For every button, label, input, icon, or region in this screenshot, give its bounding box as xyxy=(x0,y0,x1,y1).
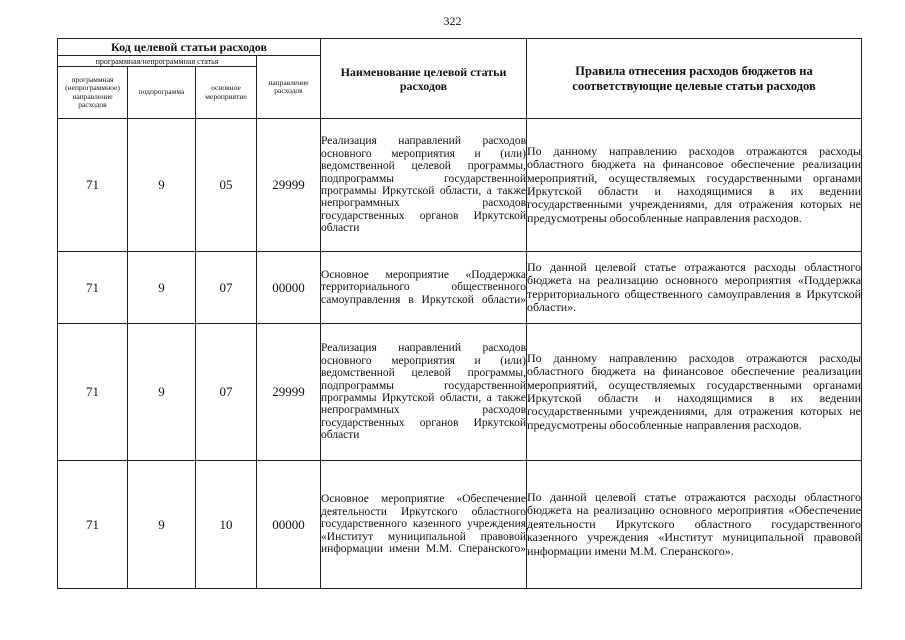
main-event-code: 07 xyxy=(196,252,257,324)
program-code: 71 xyxy=(58,119,128,252)
subprogram-code: 9 xyxy=(128,324,196,461)
program-code: 71 xyxy=(58,252,128,324)
article-name: Реализация направлений расходов основного мероприятия и (или) ведомственной целевой программы, подпрограммы государственной программы Иркутской области, а также непрограммных расходов государственных органов Иркутской области xyxy=(321,324,527,461)
article-rule: По данному направлению расходов отражаются расходы областного бюджета на финансовое обеспечение реализации мероприятий, осуществляемых государственными органами Иркутской области и находящимися в их ведении государственными учреждениями, для отражения которых не предусмотрены обособленные направления расходов. xyxy=(527,119,862,252)
article-name: Основное мероприятие «Поддержка территориального общественного самоуправления в Иркутской области» xyxy=(321,252,527,324)
budget-classification-table xyxy=(57,38,862,589)
program-column-header: программная (непрограммное) направление расходов xyxy=(58,67,128,119)
article-rule: По данной целевой статье отражаются расходы областного бюджета на реализацию основного мероприятия «Обеспечение деятельности Иркутского областного государственного казенного учреждения «Институт муниципальной правовой информации имени М.М. Сперанского». xyxy=(527,461,862,589)
article-rule: По данной целевой статье отражаются расходы областного бюджета на реализацию основного мероприятия «Поддержка территориального общественного самоуправления в Иркутской области». xyxy=(527,252,862,324)
main-event-code: 07 xyxy=(196,324,257,461)
subprogram-code: 9 xyxy=(128,461,196,589)
name-column-header: Наименование целевой статьи расходов xyxy=(321,39,527,119)
article-name: Основное мероприятие «Обеспечение деятельности Иркутского областного государственного казенного учреждения «Институт муниципальной правовой информации имени М.М. Сперанского» xyxy=(321,461,527,589)
table-row xyxy=(58,119,862,252)
main-event-code: 05 xyxy=(196,119,257,252)
table-row xyxy=(58,252,862,324)
direction-code: 29999 xyxy=(257,324,321,461)
page-number: 322 xyxy=(443,14,462,28)
rules-column-header: Правила отнесения расходов бюджетов на соответствующие целевые статьи расходов xyxy=(527,39,862,119)
header-row-1 xyxy=(58,39,862,56)
main-event-code: 10 xyxy=(196,461,257,589)
direction-column-header: направление расходов xyxy=(257,56,321,119)
main-event-column-header: основное мероприятие xyxy=(196,67,257,119)
table-row xyxy=(58,461,862,589)
program-code: 71 xyxy=(58,461,128,589)
subprogram-code: 9 xyxy=(128,252,196,324)
program-code: 71 xyxy=(58,324,128,461)
direction-code: 00000 xyxy=(257,461,321,589)
program-group-header: программная/непрограммная статья xyxy=(58,56,257,67)
subprogram-column-header: подпрограмма xyxy=(128,67,196,119)
code-group-header: Код целевой статьи расходов xyxy=(58,39,321,56)
direction-code: 00000 xyxy=(257,252,321,324)
article-rule: По данному направлению расходов отражаются расходы областного бюджета на финансовое обеспечение реализации мероприятий, осуществляемых государственными органами Иркутской области и находящимися в их ведении государственными учреждениями, для отражения которых не предусмотрены обособленные направления расходов. xyxy=(527,324,862,461)
table-row xyxy=(58,324,862,461)
subprogram-code: 9 xyxy=(128,119,196,252)
direction-code: 29999 xyxy=(257,119,321,252)
article-name: Реализация направлений расходов основного мероприятия и (или) ведомственной целевой программы, подпрограммы государственной программы Иркутской области, а также непрограммных расходов государственных органов Иркутской области xyxy=(321,119,527,252)
